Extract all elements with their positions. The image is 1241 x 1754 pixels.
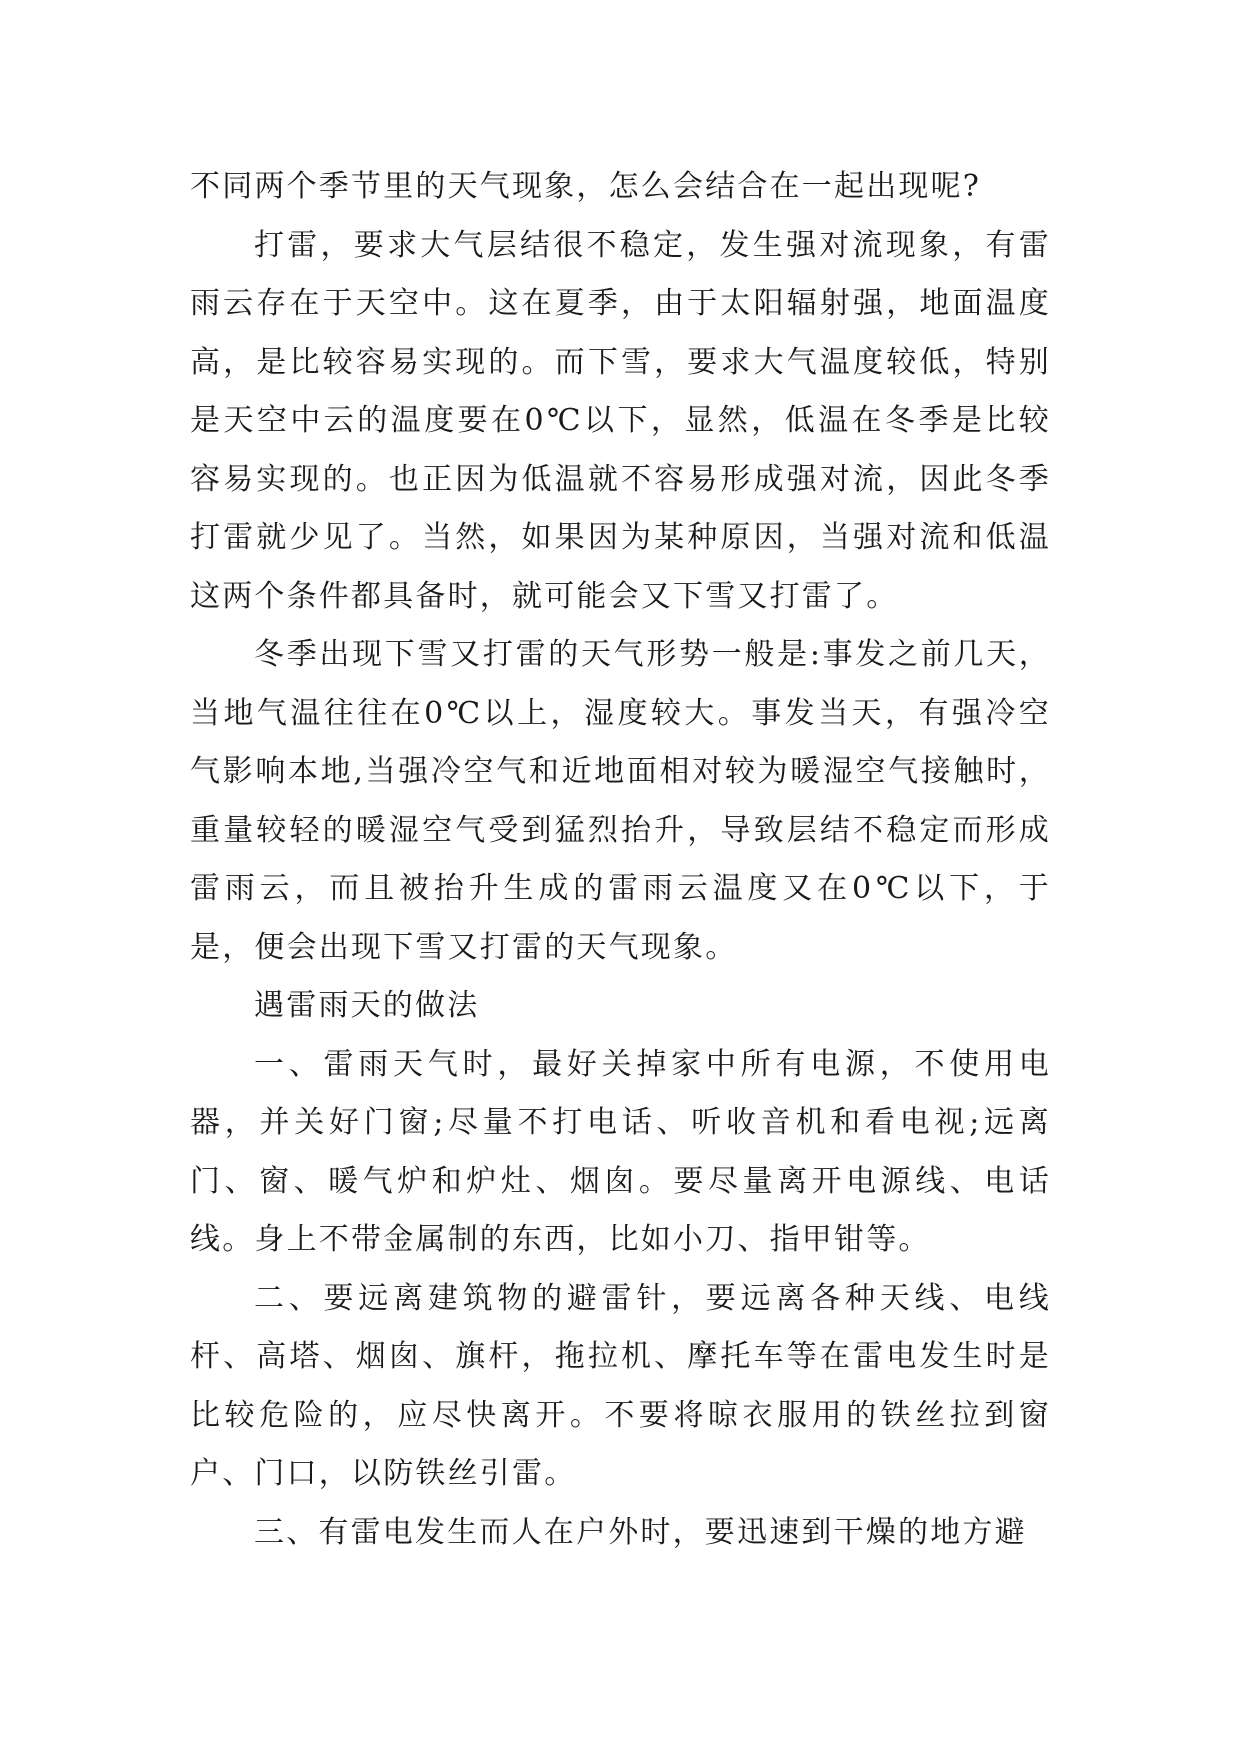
paragraph-winter-thunder-pattern: 冬季出现下雪又打雷的天气形势一般是:事发之前几天，当地气温往往在0℃以上，湿度较大。事发当天，有强冷空气影响本地,当强冷空气和近地面相对较为暖湿空气接触时，重量较轻的暖湿空气受到猛烈抬升，导致层结不稳定而形成雷雨云，而且被抬升生成的雷雨云温度又在0℃以下，于是，便会出现下雪又打雷的天气现象。	[190, 637, 1051, 965]
document-body	[190, 158, 1051, 1562]
section-heading: 遇雷雨天的做法	[254, 988, 480, 1023]
paragraph-continuation: 不同两个季节里的天气现象，怎么会结合在一起出现呢?	[190, 169, 982, 204]
paragraph-tip-one: 一、雷雨天气时，最好关掉家中所有电源，不使用电器，并关好门窗;尽量不打电话、听收音机和看电视;远离门、窗、暖气炉和炉灶、烟囱。要尽量离开电源线、电话线。身上不带金属制的东西，比如小刀、指甲钳等。	[190, 1046, 1051, 1257]
paragraph-tip-two: 二、要远离建筑物的避雷针，要远离各种天线、电线杆、高塔、烟囱、旗杆，拖拉机、摩托车等在雷电发生时是比较危险的，应尽快离开。不要将晾衣服用的铁丝拉到窗户、门口，以防铁丝引雷。	[190, 1280, 1051, 1491]
paragraph-thunder-conditions: 打雷，要求大气层结很不稳定，发生强对流现象，有雷雨云存在于天空中。这在夏季，由于太阳辐射强，地面温度高，是比较容易实现的。而下雪，要求大气温度较低，特别是天空中云的温度要在0℃以下，显然，低温在冬季是比较容易实现的。也正因为低温就不容易形成强对流，因此冬季打雷就少见了。当然，如果因为某种原因，当强对流和低温这两个条件都具备时，就可能会又下雪又打雷了。	[190, 227, 1051, 614]
paragraph-tip-three: 三、有雷电发生而人在户外时，要迅速到干燥的地方避	[254, 1514, 1027, 1550]
